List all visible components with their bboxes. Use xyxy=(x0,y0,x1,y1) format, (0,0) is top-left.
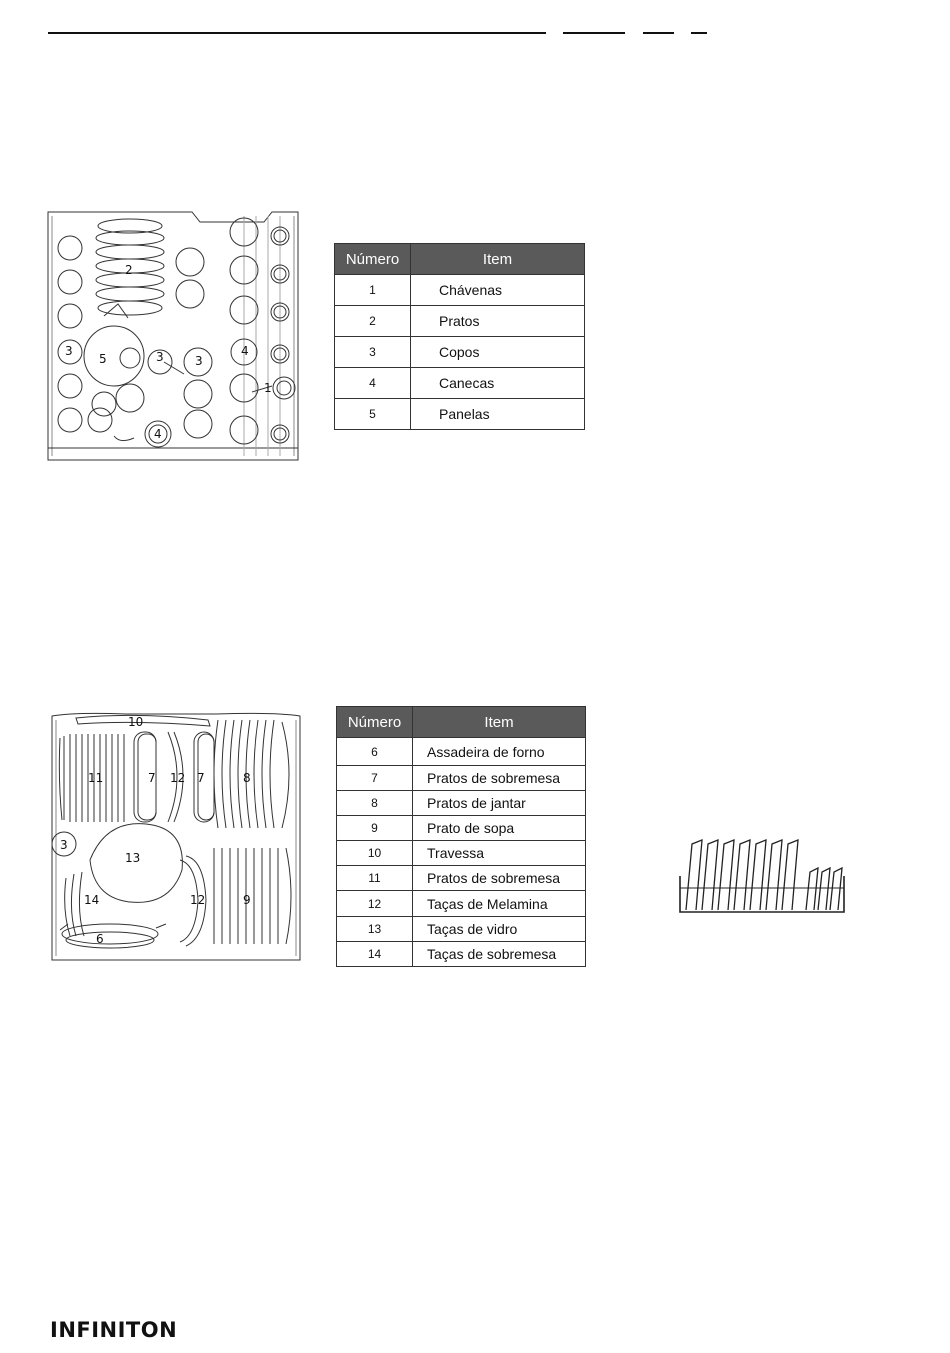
callout-4a: 4 xyxy=(241,344,249,358)
row-item: Assadeira de forno xyxy=(413,738,586,766)
row-item: Copos xyxy=(411,337,585,368)
callout-4b: 4 xyxy=(154,427,162,441)
row-number: 3 xyxy=(335,337,411,368)
callout-7b: 7 xyxy=(197,771,205,785)
callout-10: 10 xyxy=(128,715,144,729)
row-item: Panelas xyxy=(411,399,585,430)
callout-1: 1 xyxy=(264,381,272,395)
lower-basket-diagram xyxy=(46,710,306,966)
folding-rack-illustration xyxy=(676,832,848,916)
row-number: 8 xyxy=(337,791,413,816)
row-item: Taças de sobremesa xyxy=(413,942,586,967)
header-number: Número xyxy=(335,244,411,275)
brand-logo: INFINITON xyxy=(50,1318,178,1342)
row-item: Canecas xyxy=(411,368,585,399)
callout-2: 2 xyxy=(125,263,133,277)
callout-11: 11 xyxy=(88,771,104,785)
callout-12b: 12 xyxy=(190,893,206,907)
row-item: Taças de vidro xyxy=(413,917,586,942)
row-item: Pratos de sobremesa xyxy=(413,766,586,791)
header-number: Número xyxy=(337,707,413,738)
upper-basket-table xyxy=(334,243,585,430)
callout-3a: 3 xyxy=(65,344,73,358)
row-number: 13 xyxy=(337,917,413,942)
callout-13: 13 xyxy=(125,851,141,865)
callout-14: 14 xyxy=(84,893,100,907)
row-number: 1 xyxy=(335,275,411,306)
header-item: Item xyxy=(411,244,585,275)
row-item: Pratos de jantar xyxy=(413,791,586,816)
row-number: 14 xyxy=(337,942,413,967)
row-number: 4 xyxy=(335,368,411,399)
header-rule-long xyxy=(48,32,546,34)
row-number: 7 xyxy=(337,766,413,791)
header-item: Item xyxy=(413,707,586,738)
callout-5: 5 xyxy=(99,352,107,366)
callout-3c: 3 xyxy=(195,354,203,368)
callout-8: 8 xyxy=(243,771,251,785)
row-item: Pratos de sobremesa xyxy=(413,866,586,891)
row-number: 9 xyxy=(337,816,413,841)
row-number: 10 xyxy=(337,841,413,866)
callout-6: 6 xyxy=(96,932,104,946)
row-number: 6 xyxy=(337,738,413,766)
row-number: 2 xyxy=(335,306,411,337)
upper-basket-diagram xyxy=(44,208,304,464)
row-item: Taças de Melamina xyxy=(413,891,586,917)
row-number: 11 xyxy=(337,866,413,891)
callout-9: 9 xyxy=(243,893,251,907)
callout-3: 3 xyxy=(60,838,68,852)
callout-12a: 12 xyxy=(170,771,186,785)
row-item: Prato de sopa xyxy=(413,816,586,841)
row-number: 12 xyxy=(337,891,413,917)
row-item: Travessa xyxy=(413,841,586,866)
header-rule-short-2 xyxy=(643,32,674,34)
row-number: 5 xyxy=(335,399,411,430)
callout-7a: 7 xyxy=(148,771,156,785)
header-rule-short-3 xyxy=(691,32,707,34)
row-item: Chávenas xyxy=(411,275,585,306)
header-rule-short-1 xyxy=(563,32,625,34)
lower-basket-table xyxy=(336,706,586,967)
callout-3b: 3 xyxy=(156,350,164,364)
row-item: Pratos xyxy=(411,306,585,337)
